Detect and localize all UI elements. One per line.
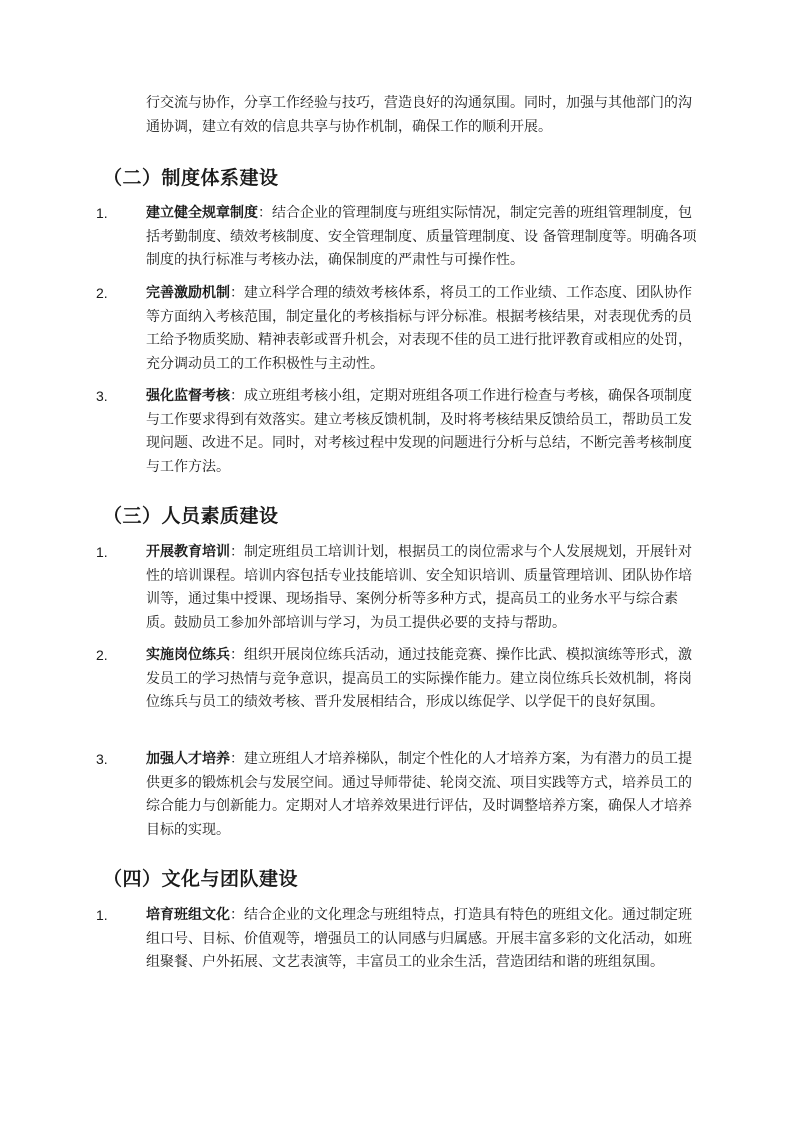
list-item-number: 2. <box>96 647 108 663</box>
list-item-term: 开展教育培训 <box>146 544 230 560</box>
list-item-number: 1. <box>96 205 108 221</box>
list-item-term: 培育班组文化 <box>146 907 230 923</box>
list-item-term: 强化监督考核 <box>146 388 230 404</box>
list-item-text <box>146 282 702 376</box>
list-item-number: 2. <box>96 285 108 301</box>
list-item-body: 结合企业的文化理念与班组特点，打造具有特色的班组文化。通过制定班组口号、目标、价值观等，增强员工的认同感与归属感。开展丰富多彩的文化活动，如班组聚餐、户外拓展、文艺表演等，丰富员工的业余生活，营造团结和谐的班组氛围。 <box>146 907 692 970</box>
list-item-body: 制定班组员工培训计划，根据员工的岗位需求与个人发展规划，开展针对性的培训课程。培训内容包括专业技能培训、安全知识培训、质量管理培训、团队协作培训等，通过集中授课、现场指导、案例分析等多种方式，提高员工的业务水平与综合素质。鼓励员工参加外部培训与学习，为员工提供必要的支持与帮助。 <box>146 544 692 631</box>
section-heading-culture: （四）文化与团队建设 <box>103 868 299 890</box>
list-item-separator: ： <box>230 751 244 767</box>
list-item-body: 成立班组考核小组，定期对班组各项工作进行检查与考核，确保各项制度与工作要求得到有效落实。建立考核反馈机制，及时将考核结果反馈给员工，帮助员工发现问题、改进不足。同时，对考核过程中发现的问题进行分析与总结，不断完善考核制度与工作方法。 <box>146 388 692 475</box>
list-item-term: 实施岗位练兵 <box>146 647 230 663</box>
list-item-body: 组织开展岗位练兵活动，通过技能竞赛、操作比武、模拟演练等形式，激发员工的学习热情与竞争意识，提高员工的实际操作能力。建立岗位练兵长效机制，将岗位练兵与员工的绩效考核、晋升发展相结合，形成以练促学、以学促干的良好氛围。 <box>146 647 692 710</box>
list-item-separator: ： <box>230 544 244 560</box>
section-heading-personnel: （三）人员素质建设 <box>103 505 279 527</box>
list-item-text <box>146 202 702 273</box>
list-item-text <box>146 541 702 635</box>
list-item-text <box>146 904 702 975</box>
list-item-number: 3. <box>96 751 108 767</box>
list-item-term: 完善激励机制 <box>146 285 230 301</box>
list-item-term: 建立健全规章制度 <box>146 205 258 221</box>
section-heading-institution: （二）制度体系建设 <box>103 167 279 189</box>
list-item-term: 加强人才培养 <box>146 751 230 767</box>
list-item-separator: ： <box>230 285 244 301</box>
list-item-number: 3. <box>96 388 108 404</box>
list-item-text <box>146 385 702 479</box>
list-item-number: 1. <box>96 544 108 560</box>
list-item-body: 建立科学合理的绩效考核体系，将员工的工作业绩、工作态度、团队协作等方面纳入考核范围，制定量化的考核指标与评分标准。根据考核结果，对表现优秀的员工给予物质奖励、精神表彰或晋升机会，对表现不佳的员工进行批评教育或相应的处罚，充分调动员工的工作积极性与主动性。 <box>146 285 692 372</box>
list-item-text <box>146 644 702 715</box>
intro-paragraph: 行交流与协作，分享工作经验与技巧，营造良好的沟通氛围。同时，加强与其他部门的沟通协调，建立有效的信息共享与协作机制，确保工作的顺利开展。 <box>146 95 692 135</box>
list-item-separator: ： <box>230 388 244 404</box>
list-item-number: 1. <box>96 907 108 923</box>
list-item-text <box>146 748 702 842</box>
list-item-separator: ： <box>230 907 244 923</box>
list-item-body: 结合企业的管理制度与班组实际情况，制定完善的班组管理制度，包括考勤制度、绩效考核制度、安全管理制度、质量管理制度、设 备管理制度等。明确各项制度的执行标准与考核办法，确保制度的严肃性与可操作性。 <box>146 205 697 268</box>
list-item-separator: ： <box>258 205 272 221</box>
list-item-body: 建立班组人才培养梯队，制定个性化的人才培养方案，为有潜力的员工提供更多的锻炼机会与发展空间。通过导师带徒、轮岗交流、项目实践等方式，培养员工的综合能力与创新能力。定期对人才培养效果进行评估，及时调整培养方案，确保人才培养目标的实现。 <box>146 751 692 838</box>
list-item-separator: ： <box>230 647 244 663</box>
